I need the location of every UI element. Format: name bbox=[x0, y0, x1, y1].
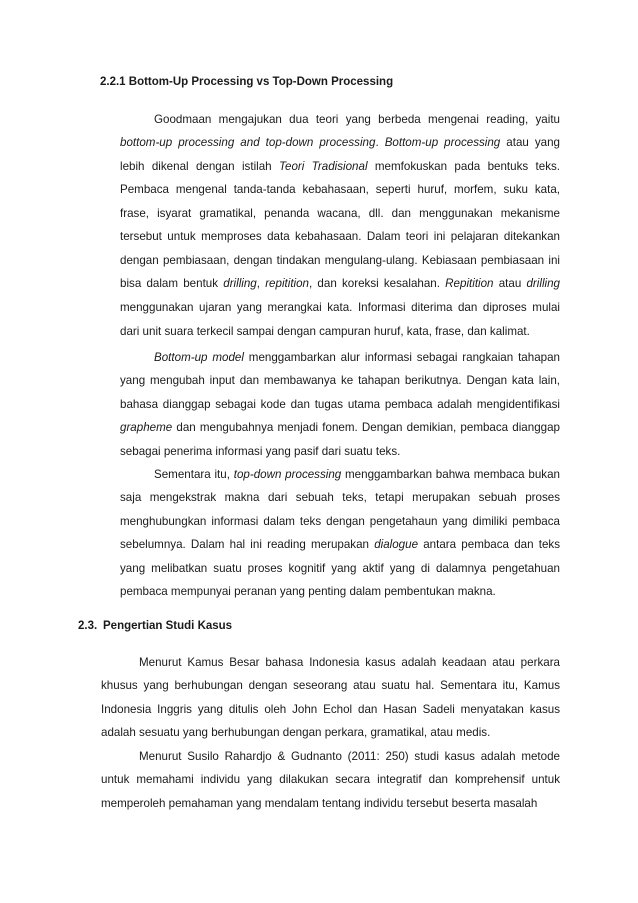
text-run: . bbox=[375, 136, 385, 150]
section-title: Pengertian Studi Kasus bbox=[103, 620, 233, 632]
paragraph-kbbi-definition bbox=[101, 651, 560, 745]
text-run: dan mengubahnya menjadi fonem. Dengan demikian, pembaca dianggap sebagai penerima informasi yang pasif dari suatu teks. bbox=[120, 421, 560, 458]
text-run: atau bbox=[493, 277, 527, 291]
italic-text-run: dialogue bbox=[374, 538, 419, 552]
italic-text-run: Teori Tradisional bbox=[278, 159, 368, 173]
italic-text-run: repitition bbox=[265, 277, 310, 291]
italic-text-run: grapheme bbox=[120, 421, 173, 435]
text-run: Menurut Kamus Besar bahasa Indonesia kasus adalah keadaan atau perkara khusus yang berhubungan dengan seseorang atau suatu hal. Sementara itu, Kamus Indonesia Inggris yang ditulis oleh John Echol dan Hasan Sadeli menyatakan kasus adalah sesuatu yang berhubungan dengan perkara, gramatikal, atau medis. bbox=[101, 655, 560, 740]
text-run: Goodmaan mengajukan dua teori yang berbeda mengenai reading, yaitu bbox=[154, 112, 560, 126]
text-run: Sementara itu, bbox=[154, 467, 234, 481]
text-run: , dan koreksi kesalahan. bbox=[309, 277, 446, 291]
italic-text-run: Bottom-up processing bbox=[384, 136, 501, 150]
italic-text-run: Bottom-up model bbox=[154, 350, 244, 364]
text-run: memfokuskan pada bentuks teks. Pembaca mengenal tanda-tanda kebahasaan, seperti huruf, morfem, suku kata, frase, isyarat gramatikal, penanda wacana, dll. dan menggunakan mekanisme tersebut untuk memproses data kebahasaan. Dalam teori ini pelajaran ditekankan dengan pembiasaan, dengan tindakan mengulang-ulang. Kebiasaan pembiasaan ini bisa dalam bentuk bbox=[120, 159, 561, 291]
paragraph-goodman-theories bbox=[120, 108, 560, 343]
section-number: 2.3. bbox=[78, 620, 98, 632]
text-run: Menurut Susilo Rahardjo & Gudnanto (2011: 250) studi kasus adalah metode untuk memahami individu yang dilakukan secara integratif dan komprehensif untuk memperoleh pemahaman yang mendalam tentang individu tersebut beserta masalah bbox=[101, 749, 560, 810]
italic-text-run: top-down processing bbox=[233, 467, 342, 481]
text-run: antara pembaca dan teks yang melibatkan suatu proses kognitif yang aktif yang di dalamnya pengetahuan pembaca mempunyai peranan yang penting dalam pembentukan makna. bbox=[120, 538, 560, 599]
text-run: menggambarkan alur informasi sebagai rangkaian tahapan yang mengubah input dan membawanya ke tahapan berikutnya. Dengan kata lain, bahasa dianggap sebagai kode dan tugas utama pembaca adalah mengidentifikasi bbox=[120, 350, 560, 411]
text-run: atau yang lebih dikenal dengan istilah bbox=[120, 136, 560, 173]
text-run: menggunakan ujaran yang merangkai kata. Informasi diterima dan diproses mulai dari unit suara terkecil sampai dengan campuran huruf, kata, frase, dan kalimat. bbox=[120, 300, 560, 338]
paragraph-bottom-up-model bbox=[120, 346, 560, 464]
italic-text-run: drilling bbox=[526, 277, 560, 291]
italic-text-run: bottom-up processing and top-down processing bbox=[120, 136, 376, 150]
text-run: , bbox=[256, 277, 266, 291]
italic-text-run: drilling bbox=[223, 277, 257, 291]
section-heading-2-3 bbox=[78, 619, 232, 633]
text-run: menggambarkan bahwa membaca bukan saja mengekstrak makna dari sebuah teks, tetapi merupakan sebuah proses menghubungkan informasi dalam teks dengan pengetahaun yang dimiliki pembaca sebelumnya. Dalam hal ini reading merupakan bbox=[120, 467, 560, 552]
section-heading-2-2-1: 2.2.1 Bottom-Up Processing vs Top-Down Processing bbox=[100, 76, 394, 88]
italic-text-run: Repitition bbox=[445, 277, 494, 291]
paragraph-top-down-processing bbox=[120, 463, 560, 604]
paragraph-rahardjo-definition bbox=[101, 745, 560, 816]
